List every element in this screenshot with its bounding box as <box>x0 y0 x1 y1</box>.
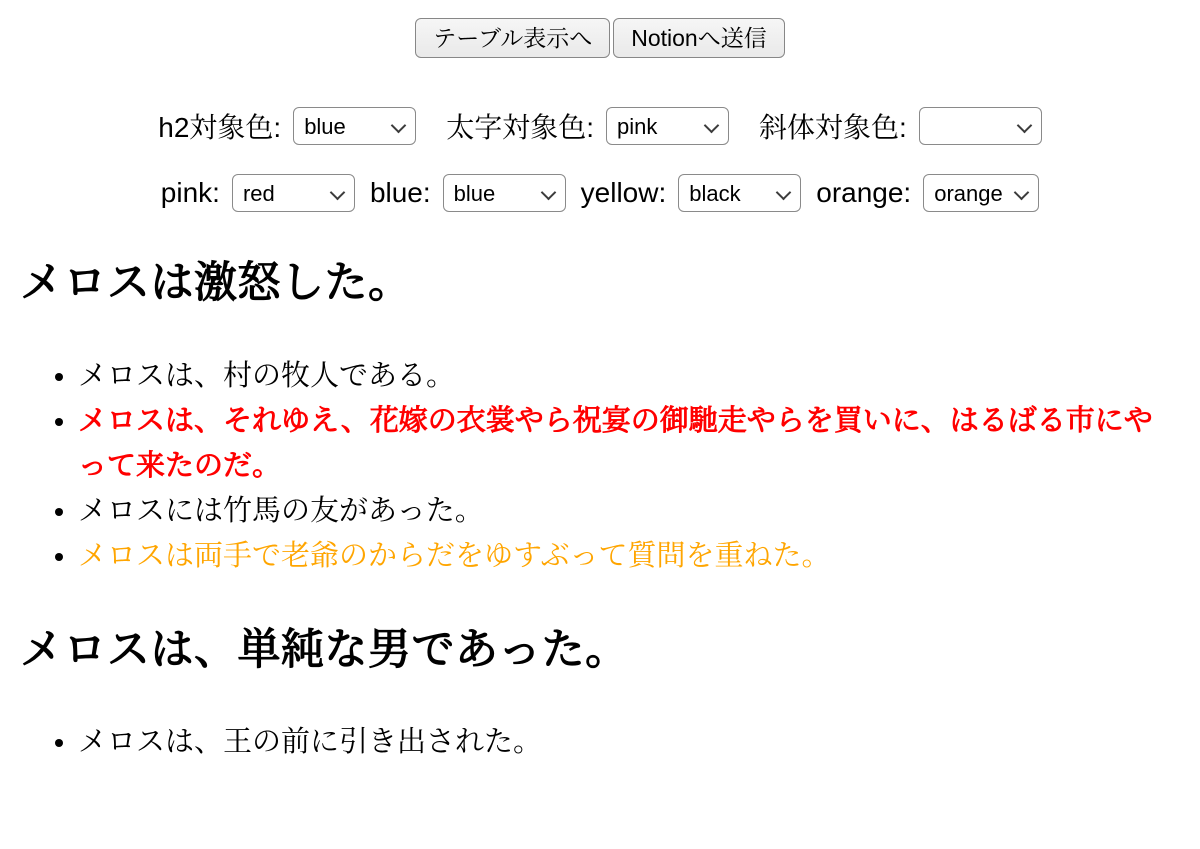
list-item: • メロスは、村の牧人である。 <box>78 354 1180 399</box>
italic-color-select-wrap <box>919 107 1042 145</box>
h2-color-select-wrap <box>293 107 416 145</box>
h2-color-field <box>158 106 416 146</box>
bold-color-field <box>446 106 729 146</box>
pink-map-select-wrap <box>232 174 355 212</box>
list-item: • メロスは両手で老爺のからだをゆすぶって質問を重ねた。 <box>78 534 1180 579</box>
pink-map-field <box>161 174 355 212</box>
italic-color-label: 斜体対象色: <box>758 112 907 143</box>
yellow-map-field <box>581 174 802 212</box>
h2-color-select[interactable] <box>293 107 416 145</box>
bullet-list-2 <box>0 720 1180 765</box>
table-view-button[interactable]: テーブル表示へ <box>415 18 610 58</box>
blue-map-field <box>370 174 566 212</box>
orange-map-select[interactable] <box>923 174 1039 212</box>
pink-map-label: pink: <box>160 177 220 208</box>
italic-color-field <box>759 106 1042 146</box>
color-mapping-row <box>0 174 1200 212</box>
list-item: • メロスは、それゆえ、花嫁の衣裳やら祝宴の御馳走やらを買いに、はるばる市にやって来たのだ。 <box>78 399 1180 489</box>
list-item: • メロスには竹馬の友があった。 <box>78 489 1180 534</box>
style-color-settings-row <box>0 106 1200 146</box>
section-heading-2: メロスは、単純な男であった。 <box>20 625 629 674</box>
bold-color-select[interactable] <box>606 107 729 145</box>
bold-color-select-wrap <box>606 107 729 145</box>
blue-map-select-wrap <box>443 174 566 212</box>
h2-color-label: h2対象色: <box>158 112 282 143</box>
orange-map-field <box>816 174 1039 212</box>
blue-map-label: blue: <box>369 177 431 208</box>
pink-map-select[interactable] <box>232 174 355 212</box>
list-item: • メロスは、王の前に引き出された。 <box>78 720 1180 765</box>
yellow-map-select[interactable] <box>678 174 801 212</box>
blue-map-select[interactable] <box>443 174 566 212</box>
yellow-map-select-wrap <box>678 174 801 212</box>
italic-color-select[interactable] <box>919 107 1042 145</box>
bold-color-label: 太字対象色: <box>446 112 594 143</box>
notion-send-button[interactable]: Notionへ送信 <box>613 18 784 58</box>
toolbar <box>0 18 1200 58</box>
yellow-map-label: yellow: <box>580 177 667 208</box>
orange-map-select-wrap <box>923 174 1039 212</box>
bullet-list-1 <box>0 354 1180 579</box>
section-heading-1: メロスは激怒した。 <box>20 259 412 307</box>
orange-map-label: orange: <box>816 177 912 208</box>
